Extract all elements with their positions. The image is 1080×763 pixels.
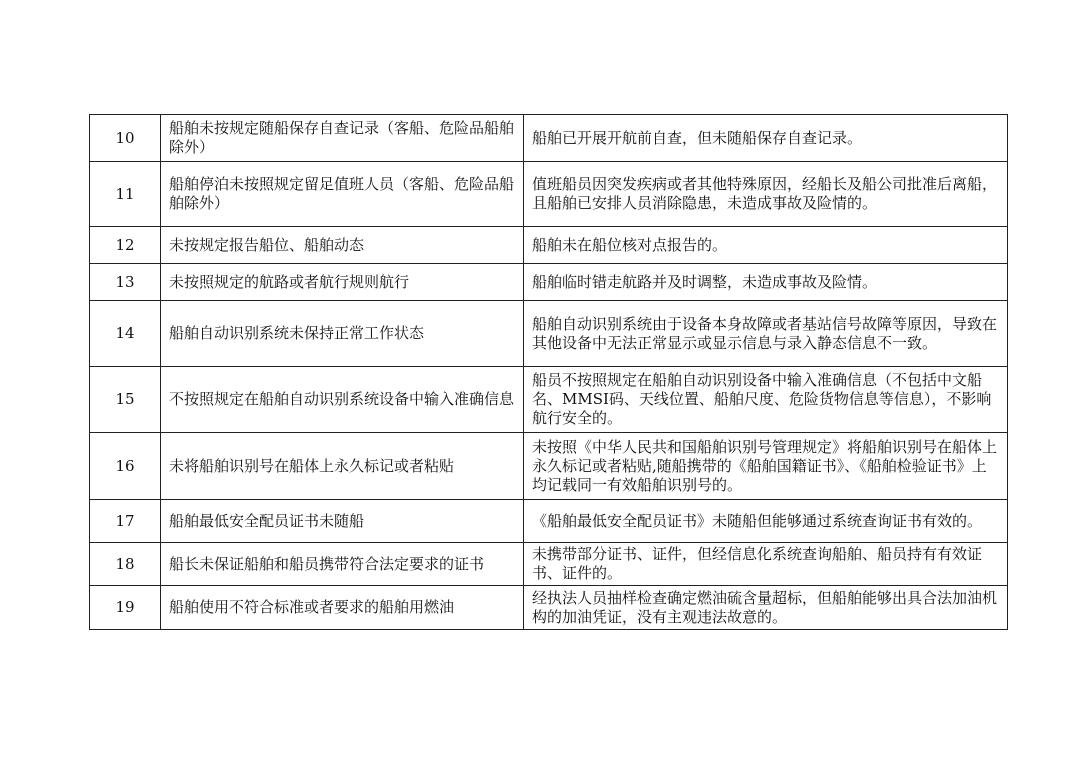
table-row: [90, 543, 1008, 586]
table-row: [90, 500, 1008, 543]
violation-item: 未将船舶识别号在船体上永久标记或者粘贴: [161, 433, 524, 500]
row-number: 17: [90, 500, 161, 543]
violation-item: 未按规定报告船位、船舶动态: [161, 227, 524, 264]
row-number: 10: [90, 115, 161, 162]
minor-circumstance: 《船舶最低安全配员证书》未随船但能够通过系统查询证书有效的。: [524, 500, 1008, 543]
minor-circumstance: 未按照《中华人民共和国船舶识别号管理规定》将船舶识别号在船体上永久标记或者粘贴,随船携带的《船舶国籍证书》、《船舶检验证书》上均记载同一有效船舶识别号的。: [524, 433, 1008, 500]
violation-table: [89, 114, 1008, 630]
table-row: [90, 367, 1008, 433]
row-number: 13: [90, 264, 161, 301]
minor-circumstance: 船舶临时错走航路并及时调整，未造成事故及险情。: [524, 264, 1008, 301]
violation-item: 不按照规定在船舶自动识别系统设备中输入准确信息: [161, 367, 524, 433]
violation-item: 船舶未按规定随船保存自查记录（客船、危险品船舶除外）: [161, 115, 524, 162]
table-row: [90, 301, 1008, 367]
row-number: 19: [90, 586, 161, 630]
minor-circumstance: 值班船员因突发疾病或者其他特殊原因，经船长及船公司批准后离船，且船舶已安排人员消除隐患，未造成事故及险情的。: [524, 162, 1008, 227]
table-row: [90, 264, 1008, 301]
violation-item: 未按照规定的航路或者航行规则航行: [161, 264, 524, 301]
row-number: 18: [90, 543, 161, 586]
minor-circumstance: 船员不按照规定在船舶自动识别设备中输入准确信息（不包括中文船名、MMSI码、天线位置、船舶尺度、危险货物信息等信息），不影响航行安全的。: [524, 367, 1008, 433]
minor-circumstance: 船舶已开展开航前自查，但未随船保存自查记录。: [524, 115, 1008, 162]
minor-circumstance: 未携带部分证书、证件，但经信息化系统查询船舶、船员持有有效证书、证件的。: [524, 543, 1008, 586]
violation-item: 船舶停泊未按照规定留足值班人员（客船、危险品船舶除外）: [161, 162, 524, 227]
violation-item: 船舶最低安全配员证书未随船: [161, 500, 524, 543]
row-number: 14: [90, 301, 161, 367]
table-row: [90, 162, 1008, 227]
minor-circumstance: 船舶未在船位核对点报告的。: [524, 227, 1008, 264]
minor-circumstance: 经执法人员抽样检查确定燃油硫含量超标，但船舶能够出具合法加油机构的加油凭证，没有主观违法故意的。: [524, 586, 1008, 630]
table-row: [90, 586, 1008, 630]
table-row: [90, 115, 1008, 162]
violation-item: 船舶使用不符合标准或者要求的船舶用燃油: [161, 586, 524, 630]
row-number: 12: [90, 227, 161, 264]
row-number: 16: [90, 433, 161, 500]
violation-item: 船长未保证船舶和船员携带符合法定要求的证书: [161, 543, 524, 586]
row-number: 15: [90, 367, 161, 433]
row-number: 11: [90, 162, 161, 227]
minor-circumstance: 船舶自动识别系统由于设备本身故障或者基站信号故障等原因，导致在其他设备中无法正常显示或显示信息与录入静态信息不一致。: [524, 301, 1008, 367]
table-row: [90, 227, 1008, 264]
violation-item: 船舶自动识别系统未保持正常工作状态: [161, 301, 524, 367]
table-row: [90, 433, 1008, 500]
